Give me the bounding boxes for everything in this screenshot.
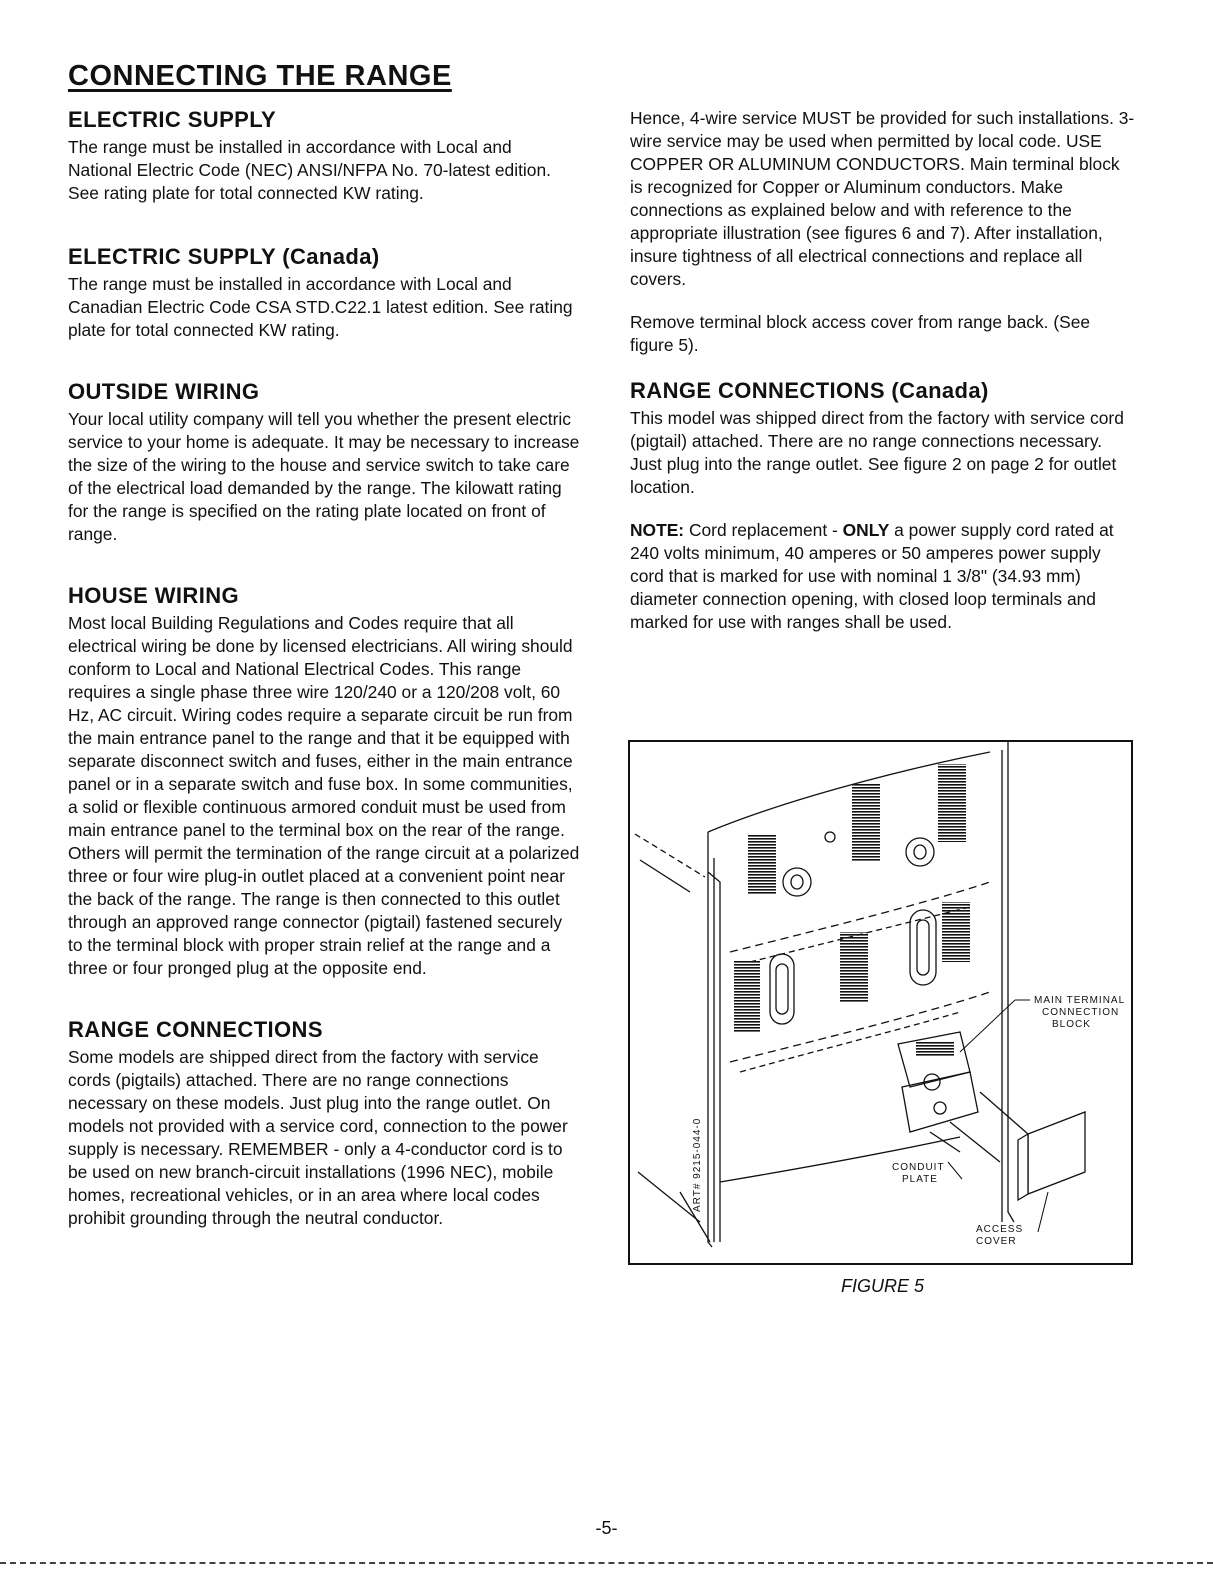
conduit-label-line1: CONDUIT	[892, 1162, 945, 1173]
section-note	[630, 519, 1135, 634]
section-heading: OUTSIDE WIRING	[68, 379, 260, 404]
note-label: NOTE:	[630, 520, 685, 540]
figure-caption: FIGURE 5	[840, 1276, 924, 1296]
main-terminal-label-line2: CONNECTION	[1042, 1007, 1120, 1018]
section-range-connections	[68, 1016, 580, 1230]
left-column	[68, 106, 580, 1230]
note-emphasis: ONLY	[842, 520, 890, 540]
section-electric-supply	[68, 106, 580, 205]
section-body: The range must be installed in accordance with Local and Canadian Electric Code CSA STD.C22.1 latest edition. See rating plate for total connected KW rating.	[68, 274, 573, 340]
section-range-connections-canada	[630, 377, 1135, 499]
art-number: ART# 9215-044-0	[692, 1117, 703, 1212]
section-house-wiring	[68, 582, 580, 980]
main-terminal-label-line1: MAIN TERMINAL	[1034, 995, 1126, 1006]
section-heading: ELECTRIC SUPPLY (Canada)	[68, 244, 380, 269]
section-outside-wiring	[68, 378, 580, 546]
conduit-label-line2: PLATE	[902, 1174, 938, 1185]
terminal-block	[898, 1032, 1000, 1162]
section-electric-supply-canada	[68, 243, 580, 342]
section-heading: ELECTRIC SUPPLY	[68, 107, 277, 132]
note-text: a power supply cord rated at 240 volts minimum, 40 amperes or 50 amperes power supply cord that is marked for use with nominal 1 3/8" (34.93 mm) diameter connection opening, with closed loop terminals and marked for use with ranges shall be used.	[630, 520, 1114, 632]
figure-5-illustration	[628, 740, 1133, 1265]
section-remove-cover	[630, 311, 1135, 357]
section-body: This model was shipped direct from the factory with service cord (pigtail) attached. There are no range connections necessary. Just plug into the range outlet. See figure 2 on page 2 for outlet location.	[630, 408, 1124, 497]
access-label-line2: COVER	[976, 1236, 1017, 1247]
right-column	[630, 107, 1135, 634]
range-back-drawing	[630, 742, 1135, 1267]
section-continuation	[630, 107, 1135, 291]
section-body: Your local utility company will tell you whether the present electric service to your home is adequate. It may be necessary to increase the size of the wiring to the house and service switch to take care of the electrical load demanded by the range. The kilowatt rating for the range is specified on the rating plate located on front of range.	[68, 409, 580, 544]
section-heading: HOUSE WIRING	[68, 583, 240, 608]
access-label-line1: ACCESS	[976, 1224, 1024, 1235]
section-body: Some models are shipped direct from the factory with service cords (pigtails) attached. There are no range connections necessary on these models. Just plug into the range outlet. On models not provided with a service cord, connection to the power supply is necessary. REMEMBER - only a 4-conductor cord is to be used on new branch-circuit installations (1996 NEC), mobile homes, recreational vehicles, or in an area where local codes prohibit grounding through the neutral conductor.	[68, 1047, 568, 1228]
section-body: Remove terminal block access cover from range back. (See figure 5).	[630, 312, 1091, 355]
main-terminal-label-line3: BLOCK	[1052, 1019, 1091, 1030]
note-text: Cord replacement -	[684, 520, 843, 540]
section-heading: RANGE CONNECTIONS (Canada)	[630, 378, 989, 403]
note-paragraph	[630, 519, 1135, 634]
section-heading: RANGE CONNECTIONS	[68, 1017, 323, 1042]
section-body: Hence, 4-wire service MUST be provided for such installations. 3-wire service may be used when permitted by local code. USE COPPER OR ALUMINUM CONDUCTORS. Main terminal block is recognized for Copper or Aluminum conductors. Make connections as explained below and with reference to the appropriate illustration (see figures 6 and 7). After installation, insure tightness of all electrical connections and replace all covers.	[630, 108, 1135, 289]
section-body: The range must be installed in accordance with Local and National Electric Code (NEC) ANSI/NFPA No. 70-latest edition. See rating plate for total connected KW rating.	[68, 137, 551, 203]
access-cover	[980, 1092, 1085, 1200]
page-number: -5-	[595, 1518, 618, 1538]
page-title: CONNECTING THE RANGE	[68, 60, 452, 92]
section-body: Most local Building Regulations and Codes require that all electrical wiring be done by licensed electricians. All wiring should conform to Local and National Electrical Codes. This range requires a single phase three wire 120/240 or a 120/208 volt, 60 Hz, AC circuit. Wiring codes require a separate circuit be run from the main entrance panel to the range and that it be equipped with separate disconnect switch and fuses, either in the main entrance panel or in a separate switch and fuse box. In some communities, a solid or flexible continuous armored conduit must be used from main entrance panel to the terminal box on the rear of the range. Others will permit the termination of the range circuit at a polarized three or four wire plug-in outlet placed at a convenient point near the back of the range. The range is then connected to this outlet through an approved range connector (pigtail) fastened securely to the terminal block with proper strain relief at the range and a three or four pronged plug at the opposite end.	[68, 613, 580, 978]
bottom-rule	[0, 1562, 1213, 1564]
